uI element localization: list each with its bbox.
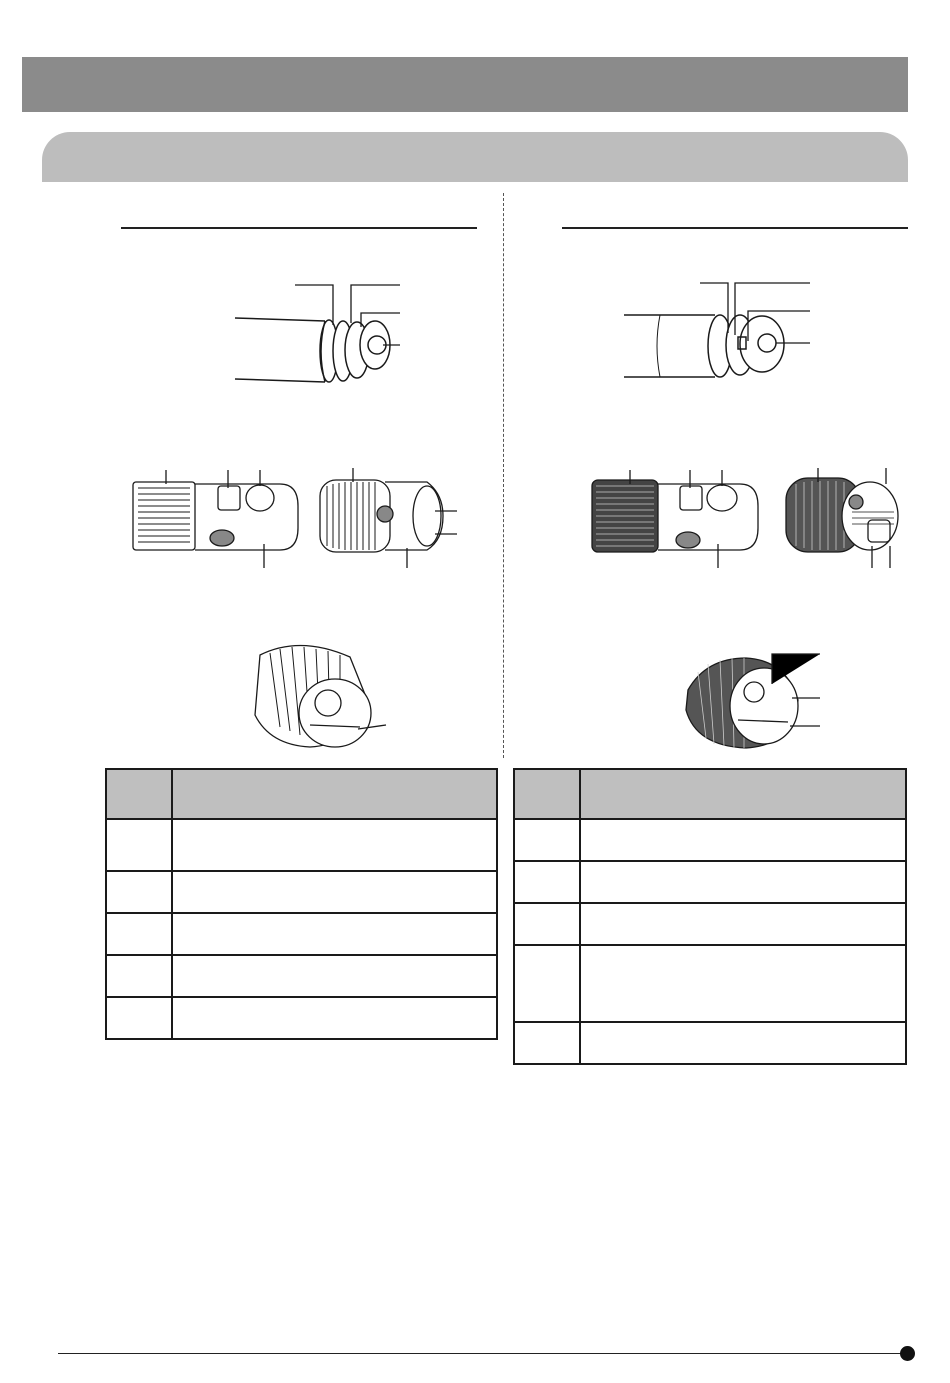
table-row bbox=[106, 871, 497, 913]
row-description bbox=[580, 861, 906, 903]
row-description bbox=[172, 997, 497, 1039]
footer-rule bbox=[58, 1353, 904, 1354]
row-number bbox=[106, 819, 172, 871]
row-number bbox=[514, 819, 580, 861]
row-number bbox=[106, 871, 172, 913]
left-table-header-num bbox=[106, 769, 172, 819]
table-row bbox=[514, 945, 906, 1022]
right-connector-cap-view bbox=[676, 650, 826, 755]
row-description bbox=[580, 819, 906, 861]
section-subheader-bar bbox=[42, 132, 908, 182]
row-description bbox=[172, 913, 497, 955]
row-number bbox=[514, 1022, 580, 1064]
footer-dot-icon bbox=[900, 1346, 915, 1361]
row-number bbox=[106, 997, 172, 1039]
table-row bbox=[514, 819, 906, 861]
left-section-title-rule bbox=[121, 227, 477, 229]
left-cable-connector-illustration bbox=[225, 275, 410, 390]
table-row bbox=[106, 913, 497, 955]
row-description bbox=[580, 903, 906, 945]
table-row bbox=[514, 861, 906, 903]
row-number bbox=[514, 945, 580, 1022]
table-row bbox=[514, 903, 906, 945]
left-table-header-desc bbox=[172, 769, 497, 819]
left-spec-table bbox=[105, 768, 498, 1040]
row-description bbox=[172, 871, 497, 913]
table-row bbox=[514, 1022, 906, 1064]
row-description bbox=[172, 819, 497, 871]
right-table-header-desc bbox=[580, 769, 906, 819]
row-number bbox=[514, 903, 580, 945]
right-spec-table bbox=[513, 768, 907, 1065]
left-connector-cap-view bbox=[240, 635, 390, 753]
right-section-title-rule bbox=[562, 227, 908, 229]
left-connector-side-view bbox=[130, 466, 300, 568]
row-number bbox=[106, 913, 172, 955]
table-row bbox=[106, 955, 497, 997]
table-row bbox=[106, 997, 497, 1039]
right-connector-perspective-view bbox=[782, 466, 912, 568]
row-description bbox=[580, 1022, 906, 1064]
row-number bbox=[106, 955, 172, 997]
row-description bbox=[580, 945, 906, 1022]
row-number bbox=[514, 861, 580, 903]
right-connector-side-view bbox=[590, 466, 760, 568]
table-row bbox=[106, 819, 497, 871]
page-header-bar bbox=[22, 57, 908, 112]
right-table-header-num bbox=[514, 769, 580, 819]
right-cable-connector-illustration bbox=[620, 275, 815, 390]
column-divider bbox=[503, 193, 504, 758]
left-connector-perspective-view bbox=[315, 466, 460, 568]
row-description bbox=[172, 955, 497, 997]
